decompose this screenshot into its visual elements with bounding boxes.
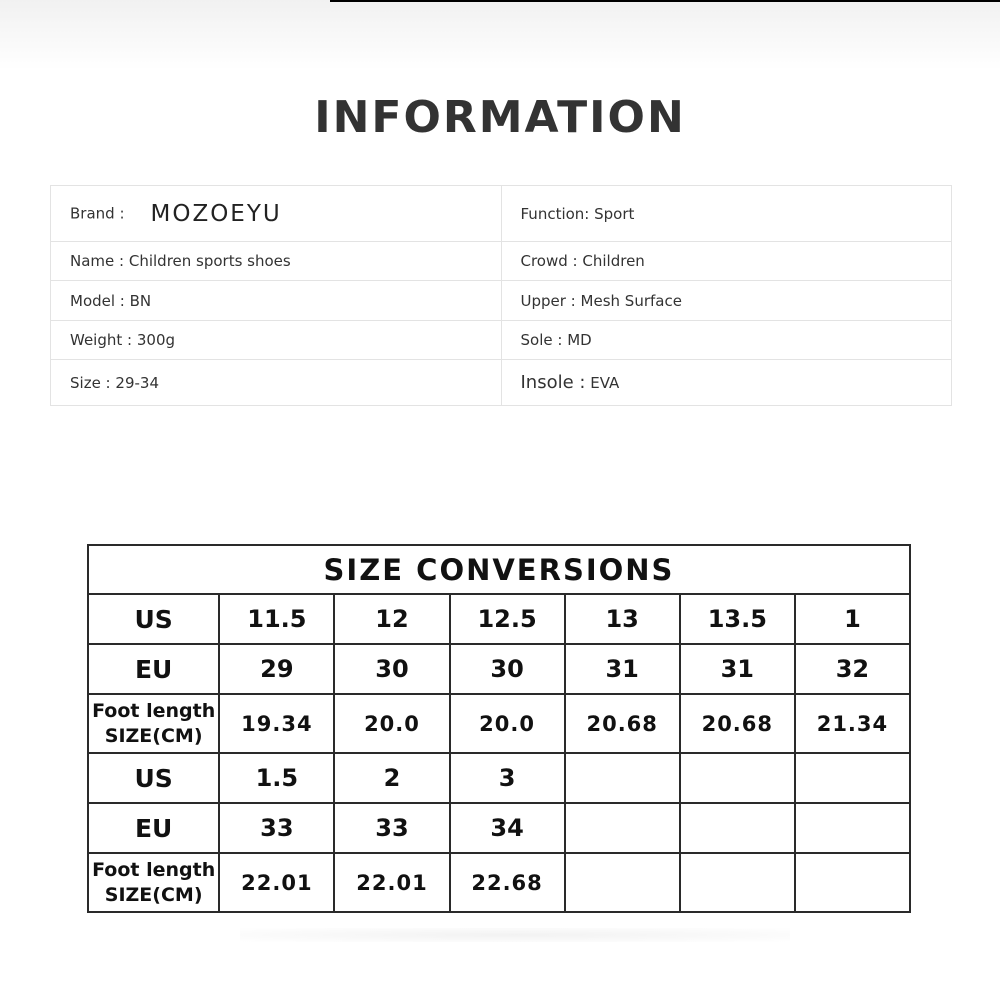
weight-value: 300g	[136, 331, 176, 350]
info-cell-name	[51, 242, 502, 281]
info-cell-weight	[51, 320, 502, 359]
row-label-eu: EU	[88, 803, 219, 853]
function-label: Function:	[520, 204, 590, 223]
info-cell-insole	[501, 360, 952, 406]
size-row-us	[88, 594, 910, 644]
size-cell: 12.5	[450, 594, 565, 644]
size-cell: 20.0	[334, 694, 449, 753]
upper-value: Mesh Surface	[580, 291, 682, 310]
size-cell: 13.5	[680, 594, 795, 644]
size-cell	[795, 803, 910, 853]
info-row	[51, 360, 952, 406]
info-cell-crowd	[501, 242, 952, 281]
top-divider	[330, 0, 1000, 2]
info-cell-sole	[501, 320, 952, 359]
sole-value: MD	[567, 331, 592, 350]
size-cell	[795, 853, 910, 912]
size-value: 29-34	[115, 373, 159, 392]
size-cell: 32	[795, 644, 910, 694]
info-row	[51, 281, 952, 320]
size-cell: 20.0	[450, 694, 565, 753]
info-cell-function	[501, 186, 952, 242]
page-title: INFORMATION	[314, 92, 686, 143]
size-cell	[565, 803, 680, 853]
size-cell	[795, 753, 910, 803]
size-row-us	[88, 753, 910, 803]
top-banner	[0, 0, 1000, 70]
size-label: Size :	[70, 373, 111, 392]
size-cell	[680, 853, 795, 912]
insole-label: Insole :	[520, 372, 586, 394]
size-cell: 19.34	[219, 694, 334, 753]
info-cell-upper	[501, 281, 952, 320]
size-cell: 34	[450, 803, 565, 853]
size-cell: 11.5	[219, 594, 334, 644]
size-cell: 3	[450, 753, 565, 803]
size-cell: 21.34	[795, 694, 910, 753]
product-info-table	[50, 185, 952, 406]
function-value: Sport	[594, 204, 635, 223]
model-label: Model :	[70, 291, 125, 310]
size-row-foot-length	[88, 694, 910, 753]
row-label-us: US	[88, 594, 219, 644]
info-row	[51, 186, 952, 242]
size-cell: 20.68	[680, 694, 795, 753]
table-shadow	[240, 928, 790, 942]
row-label-eu: EU	[88, 644, 219, 694]
size-cell: 31	[680, 644, 795, 694]
size-cell: 22.01	[219, 853, 334, 912]
size-cell: 30	[334, 644, 449, 694]
size-table-title: SIZE CONVERSIONS	[88, 545, 910, 594]
size-row-foot-length	[88, 853, 910, 912]
size-cell	[565, 853, 680, 912]
row-label-foot-length	[88, 853, 219, 912]
upper-label: Upper :	[520, 291, 576, 310]
foot-length-unit-label: SIZE(CM)	[104, 724, 203, 747]
size-cell: 29	[219, 644, 334, 694]
info-row	[51, 320, 952, 359]
size-cell: 13	[565, 594, 680, 644]
info-cell-model	[51, 281, 502, 320]
info-cell-size	[51, 360, 502, 406]
name-label: Name :	[70, 252, 125, 271]
sole-label: Sole :	[520, 331, 563, 350]
size-cell: 22.01	[334, 853, 449, 912]
row-label-foot-length	[88, 694, 219, 753]
size-cell: 1.5	[219, 753, 334, 803]
brand-value: MOZOEYU	[150, 200, 282, 227]
size-cell: 30	[450, 644, 565, 694]
size-table-header-row	[88, 545, 910, 594]
foot-length-label: Foot length	[92, 699, 216, 722]
info-row	[51, 242, 952, 281]
model-value: BN	[129, 291, 152, 310]
brand-label: Brand :	[70, 204, 125, 223]
size-cell: 31	[565, 644, 680, 694]
insole-value: EVA	[590, 374, 620, 393]
foot-length-label: Foot length	[92, 858, 216, 881]
size-cell: 33	[334, 803, 449, 853]
row-label-us: US	[88, 753, 219, 803]
name-value: Children sports shoes	[128, 252, 291, 271]
size-cell	[565, 753, 680, 803]
info-cell-brand	[51, 186, 502, 242]
foot-length-unit-label: SIZE(CM)	[104, 883, 203, 906]
weight-label: Weight :	[70, 331, 133, 350]
size-cell: 12	[334, 594, 449, 644]
size-cell	[680, 753, 795, 803]
size-row-eu	[88, 803, 910, 853]
size-cell: 20.68	[565, 694, 680, 753]
size-cell: 22.68	[450, 853, 565, 912]
size-cell	[680, 803, 795, 853]
size-cell: 1	[795, 594, 910, 644]
size-cell: 33	[219, 803, 334, 853]
size-row-eu	[88, 644, 910, 694]
size-conversion-table	[87, 544, 911, 913]
size-cell: 2	[334, 753, 449, 803]
crowd-value: Children	[582, 252, 645, 271]
crowd-label: Crowd :	[520, 252, 578, 271]
